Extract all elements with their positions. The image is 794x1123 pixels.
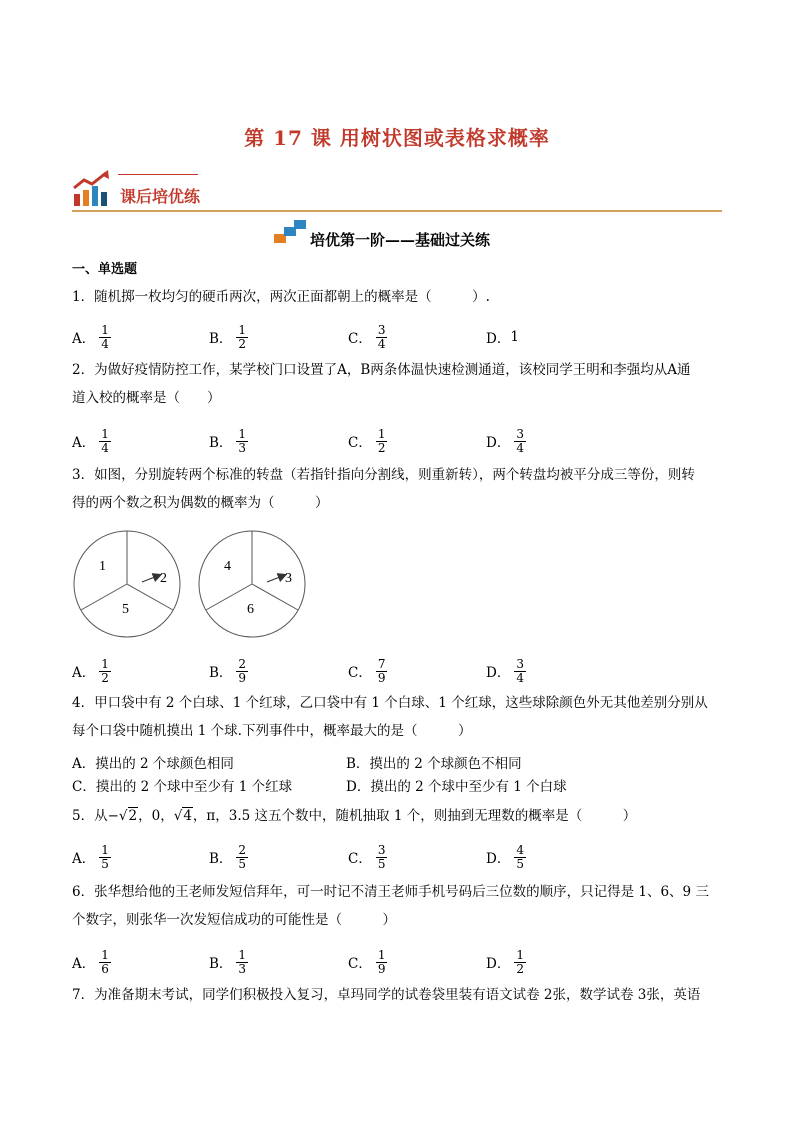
option-c[interactable] xyxy=(348,945,387,979)
brand-top-line xyxy=(118,174,198,175)
option-label: C． xyxy=(348,956,372,972)
option-label: A． xyxy=(72,435,96,451)
denominator: 3 xyxy=(238,440,247,455)
option-a[interactable]: A．摸出的 2 个球颜色相同 xyxy=(72,756,234,772)
fraction xyxy=(376,949,388,976)
question-4-line-2: 每个口袋中随机摸出 1 个球.下列事件中，概率最大的是（ ） xyxy=(72,723,472,739)
denominator: 9 xyxy=(377,670,386,685)
numerator: 2 xyxy=(238,842,247,857)
question-2-line-1: 2．为做好疫情防控工作，某学校门口设置了A，B两条体温快速检测通道，该校同学王明和李强均从A通 xyxy=(72,362,691,378)
fraction xyxy=(376,428,388,455)
option-d[interactable] xyxy=(486,945,526,979)
option-label: D． xyxy=(486,665,511,681)
option-b[interactable] xyxy=(209,320,248,354)
option-c[interactable] xyxy=(348,424,387,458)
fraction xyxy=(514,428,526,455)
numerator: 1 xyxy=(377,947,386,962)
numerator: 3 xyxy=(377,842,386,857)
denominator: 6 xyxy=(101,961,109,976)
fraction xyxy=(99,324,111,351)
fraction xyxy=(99,844,111,871)
numerator: 1 xyxy=(377,426,386,441)
option-label: A． xyxy=(72,331,96,347)
option-label: B． xyxy=(209,956,233,972)
question-7-line-1: 7．为准备期末考试，同学们积极投入复习，卓玛同学的试卷袋里装有语文试卷 2张，数学试卷 3张，英语 xyxy=(72,987,701,1003)
stage-title: 培优第一阶——基础过关练 xyxy=(310,231,491,249)
option-b[interactable]: B．摸出的 2 个球颜色不相同 xyxy=(346,756,522,772)
numerator: 1 xyxy=(238,426,247,441)
numerator: 3 xyxy=(377,322,386,337)
fraction xyxy=(236,428,248,455)
chart-bar-arrow-icon xyxy=(72,170,116,208)
option-d[interactable] xyxy=(486,654,526,688)
numerator: 1 xyxy=(238,947,247,962)
question-3-line-1: 3．如图，分别旋转两个标准的转盘（若指针指向分割线，则重新转），两个转盘均被平分成三等份，则转 xyxy=(72,467,695,483)
sqrt-2: √2 xyxy=(118,808,138,824)
option-label: A． xyxy=(72,851,96,867)
option-d[interactable] xyxy=(486,424,526,458)
numerator: 3 xyxy=(516,656,524,671)
option-b[interactable] xyxy=(209,840,248,874)
section-heading: 一、单选题 xyxy=(72,262,138,277)
denominator: 5 xyxy=(101,856,109,871)
denominator: 4 xyxy=(101,336,109,351)
option-label: D． xyxy=(486,956,511,972)
question-5-prefix: 5．从 xyxy=(72,808,108,824)
fraction xyxy=(99,949,111,976)
spinners-figure xyxy=(72,527,312,641)
option-label: D． xyxy=(486,851,511,867)
spinner-2-sector-label: 6 xyxy=(247,602,254,617)
option-label: B． xyxy=(209,435,233,451)
denominator: 2 xyxy=(377,440,386,455)
numerator: 2 xyxy=(238,656,247,671)
denominator: 4 xyxy=(377,336,386,351)
option-c[interactable] xyxy=(348,320,387,354)
fraction xyxy=(236,658,248,685)
option-d[interactable] xyxy=(486,320,519,354)
fraction xyxy=(376,658,388,685)
denominator: 4 xyxy=(516,670,524,685)
numerator: 1 xyxy=(516,947,524,962)
numerator: 1 xyxy=(101,947,109,962)
option-label: B． xyxy=(209,331,233,347)
denominator: 4 xyxy=(101,440,109,455)
option-label: D． xyxy=(486,331,511,347)
option-b[interactable] xyxy=(209,654,248,688)
denominator: 3 xyxy=(238,961,247,976)
question-1-text: 1．随机掷一枚均匀的硬币两次，两次正面都朝上的概率是（ ）. xyxy=(72,289,490,305)
radicand: 2 xyxy=(128,808,138,824)
denominator: 2 xyxy=(516,961,524,976)
option-label: C． xyxy=(348,851,372,867)
denominator: 5 xyxy=(238,856,247,871)
question-5-mid: ，0， xyxy=(138,808,174,824)
spinner-1 xyxy=(74,531,180,637)
fraction xyxy=(514,949,526,976)
option-c[interactable]: C．摸出的 2 个球中至少有 1 个红球 xyxy=(72,779,293,795)
option-a[interactable] xyxy=(72,840,111,874)
numerator: 3 xyxy=(516,426,524,441)
option-b[interactable] xyxy=(209,424,248,458)
question-6-line-2: 个数字，则张华一次发短信成功的可能性是（ ） xyxy=(72,912,396,928)
option-d[interactable]: D．摸出的 2 个球中至少有 1 个白球 xyxy=(346,779,567,795)
option-a[interactable] xyxy=(72,654,111,688)
fraction xyxy=(99,428,111,455)
option-d[interactable] xyxy=(486,840,526,874)
numerator: 7 xyxy=(377,656,386,671)
numerator: 1 xyxy=(101,656,109,671)
denominator: 9 xyxy=(238,670,247,685)
option-label: C． xyxy=(348,435,372,451)
fraction xyxy=(236,324,248,351)
denominator: 5 xyxy=(516,856,524,871)
option-a[interactable] xyxy=(72,945,111,979)
question-2-line-2: 道入校的概率是（ ） xyxy=(72,390,221,406)
fraction xyxy=(514,658,526,685)
fraction xyxy=(99,658,111,685)
spinner-2-sector-label: 4 xyxy=(224,559,231,574)
sqrt-4: √4 xyxy=(173,808,192,824)
numerator: 1 xyxy=(101,322,109,337)
fraction xyxy=(376,324,388,351)
radicand: 4 xyxy=(183,808,192,824)
page-title: 第 17 课 用树状图或表格求概率 xyxy=(244,126,550,150)
fraction xyxy=(236,844,248,871)
option-label: B． xyxy=(209,851,233,867)
denominator: 5 xyxy=(377,856,386,871)
option-label: A． xyxy=(72,665,96,681)
option-a[interactable] xyxy=(72,320,111,354)
header-divider xyxy=(72,210,722,212)
spinner-2 xyxy=(199,531,305,637)
question-5-text xyxy=(72,803,724,829)
option-a[interactable] xyxy=(72,424,111,458)
brand-label: 课后培优练 xyxy=(120,187,201,206)
denominator: 2 xyxy=(101,670,109,685)
question-3-line-2: 得的两个数之积为偶数的概率为（ ） xyxy=(72,495,329,511)
denominator: 4 xyxy=(516,440,524,455)
option-value: 1 xyxy=(510,329,519,345)
fraction xyxy=(236,949,248,976)
minus-sign: − xyxy=(107,808,119,824)
option-label: C． xyxy=(348,331,372,347)
numerator: 1 xyxy=(238,322,247,337)
option-label: C． xyxy=(348,665,372,681)
question-4-line-1: 4．甲口袋中有 2 个白球、1 个红球，乙口袋中有 1 个白球、1 个红球，这些球除颜色外无其他差别分别从 xyxy=(72,695,708,711)
question-5-rest: ，π，3.5 这五个数中，随机抽取 1 个，则抽到无理数的概率是（ ） xyxy=(192,808,637,824)
option-c[interactable] xyxy=(348,654,387,688)
option-label: D． xyxy=(486,435,511,451)
numerator: 4 xyxy=(516,842,524,857)
spinner-1-sector-label: 2 xyxy=(160,571,167,586)
question-6-line-1: 6．张华想给他的王老师发短信拜年，可一时记不清王老师手机号码后三位数的顺序，只记得是 1、6、9 三 xyxy=(72,884,709,900)
numerator: 1 xyxy=(101,426,109,441)
option-label: B． xyxy=(209,665,233,681)
fraction xyxy=(514,844,526,871)
spinner-2-sector-label: 3 xyxy=(285,571,292,586)
fraction xyxy=(376,844,388,871)
denominator: 9 xyxy=(377,961,386,976)
option-c[interactable] xyxy=(348,840,387,874)
numerator: 1 xyxy=(101,842,109,857)
stairs-icon xyxy=(274,220,308,244)
denominator: 2 xyxy=(238,336,247,351)
option-b[interactable] xyxy=(209,945,248,979)
spinner-1-sector-label: 1 xyxy=(99,559,106,574)
option-label: A． xyxy=(72,956,96,972)
spinner-1-sector-label: 5 xyxy=(122,602,129,617)
